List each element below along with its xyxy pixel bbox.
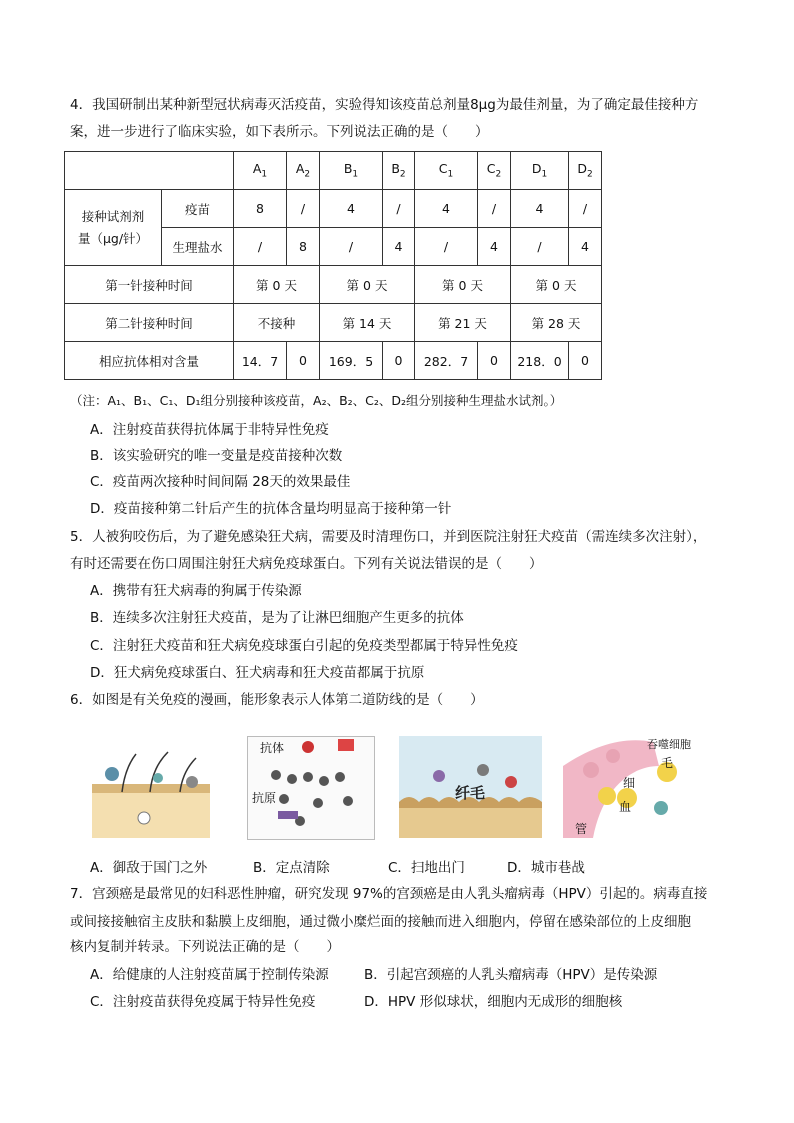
label-antigen: 抗原 — [252, 791, 277, 805]
label-capillary-2: 细 — [623, 776, 636, 790]
cartoon-antibody-battle — [247, 736, 375, 840]
saline-cell: / — [511, 228, 569, 266]
col-header: $D_2$ — [569, 152, 602, 190]
vaccine-cell: / — [383, 190, 415, 228]
first-dose-cell: 第 0 天 — [234, 266, 320, 304]
q5-option-d[interactable]: D．狂犬病免疫球蛋白、狂犬病毒和狂犬疫苗都属于抗原 — [90, 665, 425, 681]
saline-label: 生理盐水 — [162, 228, 234, 266]
vaccine-cell: / — [287, 190, 320, 228]
col-header: $D_1$ — [511, 152, 569, 190]
q5-option-b[interactable]: B．连续多次注射狂犬疫苗，是为了让淋巴细胞产生更多的抗体 — [90, 610, 464, 626]
col-header: $C_2$ — [478, 152, 511, 190]
q7-stem-line2: 或间接接触宿主皮肤和黏膜上皮细胞，通过微小糜烂面的接触而进入细胞内，停留在感染部位的上皮细胞 — [70, 914, 691, 930]
saline-cell: 8 — [287, 228, 320, 266]
label-capillary-3: 血 — [619, 800, 632, 814]
q6-option-c[interactable]: C．扫地出门 — [388, 860, 465, 876]
col-header: $B_2$ — [383, 152, 415, 190]
vaccine-cell: / — [569, 190, 602, 228]
antibody-label: 相应抗体相对含量 — [65, 342, 234, 380]
q5-stem-line2: 有时还需要在伤口周围注射狂犬病免疫球蛋白。下列有关说法错误的是（ ） — [70, 556, 543, 572]
vaccine-cell: 4 — [415, 190, 478, 228]
antibody-cell: 0 — [478, 342, 511, 380]
cartoon-phagocyte — [563, 736, 703, 838]
q4-table — [64, 151, 602, 380]
antibody-cell: 218．0 — [511, 342, 569, 380]
saline-cell: 4 — [478, 228, 511, 266]
antibody-cell: 0 — [569, 342, 602, 380]
table-corner — [65, 152, 234, 190]
q5-option-c[interactable]: C．注射狂犬疫苗和狂犬病免疫球蛋白引起的免疫类型都属于特异性免疫 — [90, 638, 518, 654]
q4-option-b[interactable]: B．该实验研究的唯一变量是疫苗接种次数 — [90, 448, 343, 464]
q4-stem-line2: 案，进一步进行了临床实验，如下表所示。下列说法正确的是（ ） — [70, 124, 489, 140]
q7-option-d[interactable]: D．HPV 形似球状，细胞内无成形的细胞核 — [364, 994, 623, 1010]
antibody-cell: 169．5 — [320, 342, 383, 380]
q4-option-d[interactable]: D．疫苗接种第二针后产生的抗体含量均明显高于接种第一针 — [90, 501, 452, 517]
col-header: $C_1$ — [415, 152, 478, 190]
first-dose-cell: 第 0 天 — [415, 266, 511, 304]
q5-option-a[interactable]: A．携带有狂犬病毒的狗属于传染源 — [90, 583, 302, 599]
col-header: $A_2$ — [287, 152, 320, 190]
q4-stem-line1: 4．我国研制出某种新型冠状病毒灭活疫苗，实验得知该疫苗总剂量8μg为最佳剂量，为了确定最佳接种方 — [70, 97, 699, 113]
col-header: $B_1$ — [320, 152, 383, 190]
first-dose-label: 第一针接种时间 — [65, 266, 234, 304]
q7-option-b[interactable]: B．引起宫颈癌的人乳头瘤病毒（HPV）是传染源 — [364, 967, 658, 983]
q4-option-a[interactable]: A．注射疫苗获得抗体属于非特异性免疫 — [90, 422, 329, 438]
vaccine-cell: / — [478, 190, 511, 228]
antibody-cell: 0 — [383, 342, 415, 380]
q7-stem-line3: 核内复制并转录。下列说法正确的是（ ） — [70, 939, 340, 955]
q6-option-d[interactable]: D．城市巷战 — [507, 860, 585, 876]
saline-cell: / — [234, 228, 287, 266]
second-dose-cell: 不接种 — [234, 304, 320, 342]
q5-stem-line1: 5．人被狗咬伤后，为了避免感染狂犬病，需要及时清理伤口，并到医院注射狂犬疫苗（需连续多次注射）， — [70, 529, 707, 545]
saline-cell: 4 — [569, 228, 602, 266]
q7-option-a[interactable]: A．给健康的人注射疫苗属于控制传染源 — [90, 967, 329, 983]
label-cilia: 纤毛 — [455, 784, 486, 802]
antibody-cell: 14．7 — [234, 342, 287, 380]
cartoon-cilia-sweep — [399, 736, 542, 838]
first-dose-cell: 第 0 天 — [511, 266, 602, 304]
label-phagocyte: 吞噬细胞 — [647, 738, 691, 751]
q6-option-a[interactable]: A．御敌于国门之外 — [90, 860, 208, 876]
vaccine-label: 疫苗 — [162, 190, 234, 228]
col-header: $A_1$ — [234, 152, 287, 190]
q6-option-b[interactable]: B．定点清除 — [253, 860, 330, 876]
second-dose-cell: 第 21 天 — [415, 304, 511, 342]
q4-option-c[interactable]: C．疫苗两次接种时间间隔 28天的效果最佳 — [90, 474, 351, 490]
saline-cell: 4 — [383, 228, 415, 266]
dose-label: 接种试剂剂 量（μg/针） — [65, 190, 162, 266]
saline-cell: / — [320, 228, 383, 266]
q7-option-c[interactable]: C．注射疫苗获得免疫属于特异性免疫 — [90, 994, 316, 1010]
vaccine-cell: 4 — [511, 190, 569, 228]
cartoon-skin-defense — [92, 736, 210, 838]
second-dose-cell: 第 28 天 — [511, 304, 602, 342]
antibody-cell: 282．7 — [415, 342, 478, 380]
label-antibody: 抗体 — [260, 741, 285, 755]
second-dose-cell: 第 14 天 — [320, 304, 415, 342]
label-capillary-4: 管 — [575, 822, 588, 836]
q7-stem-line1: 7．宫颈癌是最常见的妇科恶性肿瘤，研究发现 97%的宫颈癌是由人乳头瘤病毒（HPV）引起的。病毒直接 — [70, 886, 708, 902]
second-dose-label: 第二针接种时间 — [65, 304, 234, 342]
q6-stem: 6．如图是有关免疫的漫画，能形象表示人体第二道防线的是（ ） — [70, 692, 484, 708]
vaccine-cell: 4 — [320, 190, 383, 228]
antibody-cell: 0 — [287, 342, 320, 380]
vaccine-cell: 8 — [234, 190, 287, 228]
label-capillary-1: 毛 — [661, 756, 674, 770]
first-dose-cell: 第 0 天 — [320, 266, 415, 304]
saline-cell: / — [415, 228, 478, 266]
q4-note: （注：A₁、B₁、C₁、D₁组分别接种该疫苗，A₂、B₂、C₂、D₂组分别接种生理盐水试剂。） — [70, 393, 563, 408]
